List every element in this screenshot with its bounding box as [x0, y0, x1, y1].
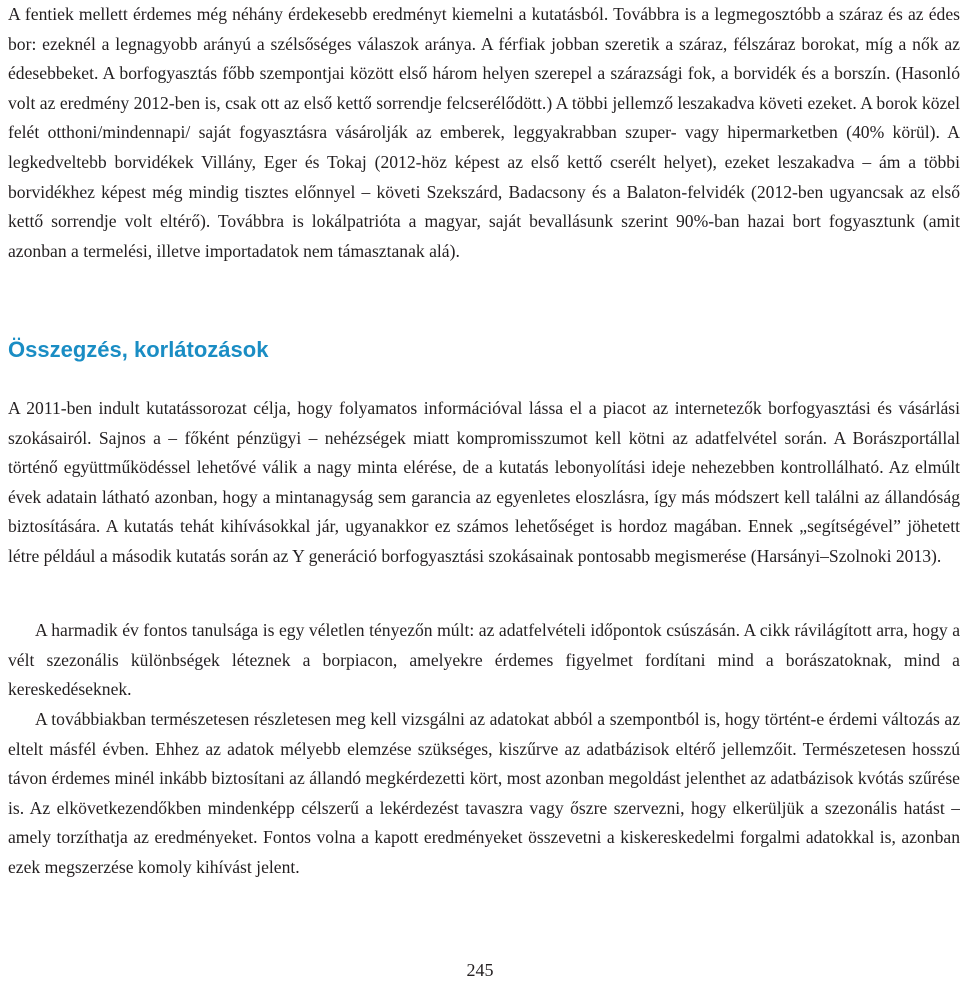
summary-paragraph-1: A 2011-ben indult kutatássorozat célja, hogy folyamatos információval lássa el a piacot az internetezők borfogyasztási és vásárlási szokásairól. Sajnos a – főként pénzügyi – nehézségek miatt kompromisszumot kell kötni az adatfelvétel során. A Borászportállal történő együttműködéssel lehetővé válik a nagy minta elérése, de a kutatás lebonyolítási ideje nehezebben kontrollálható. Az elmúlt évek adatain látható azonban, hogy a mintanagyság sem garancia az egyenletes eloszlásra, így más módszert kell találni az állandóság biztosítására. A kutatás tehát kihívásokkal jár, ugyanakkor ez számos lehetőséget is hordoz magában. Ennek „segítségével” jöhetett létre például a második kutatás során az Y generáció borfogyasztási szokásainak pontosabb megismerése (Harsányi–Szolnoki 2013).	[8, 398, 960, 566]
page-number: 245	[466, 960, 494, 980]
intro-paragraph: A fentiek mellett érdemes még néhány érdekesebb eredményt kiemelni a kutatásból. Továbbra is a legmegosztóbb a száraz és az édes bor: ezeknél a legnagyobb arányú a szélsőséges válaszok aránya. A férfiak jobban szeretik a száraz, félszáraz borokat, míg a nők az édesebbeket. A borfogyasztás főbb szempontjai között első három helyen szerepel a szárazsági fok, a borvidék és a borszín. (Hasonló volt az eredmény 2012-ben is, csak ott az első kettő sorrendje felcserélődött.) A többi jellemző leszakadva követi ezeket. A borok közel felét otthoni/mindennapi/ saját fogyasztásra vásárolják az emberek, leggyakrabban szuper- vagy hipermarketben (40% körül). A legkedveltebb borvidékek Villány, Eger és Tokaj (2012-höz képest az első kettő cserélt helyet), ezeket leszakadva – ám a többi borvidékhez képest még mindig tisztes előnnyel – követi Szekszárd, Badacsony és a Balaton-felvidék (2012-ben ugyancsak az első kettő sorrendje volt eltérő). Továbbra is lokálpatrióta a magyar, saját bevallásunk szerint 90%-ban hazai bort fogyasztunk (amit azonban a termelési, illetve importadatok nem támasztanak alá).	[8, 4, 960, 261]
summary-paragraph-2: A harmadik év fontos tanulsága is egy véletlen tényezőn múlt: az adatfelvételi időpontok csúszásán. A cikk rávilágított arra, hogy a vélt szezonális különbségek léteznek a borpiacon, amelyekre érdemes figyelmet fordítani mind a borászatoknak, mind a kereskedéseknek.	[8, 620, 960, 700]
summary-paragraph-3: A továbbiakban természetesen részletesen meg kell vizsgálni az adatokat abból a szempontból is, hogy történt-e érdemi változás az eltelt másfél évben. Ehhez az adatok mélyebb elemzése szükséges, kiszűrve az adatbázisok eltérő jellemzőit. Természetesen hosszú távon érdemes minél inkább biztosítani az állandó megkérdezetti kört, most azonban megoldást jelenthet az adatbázisok kvótás szűrése is. Az elkövetkezendőkben mindenképp célszerű a lekérdezést tavaszra vagy őszre szervezni, hogy elkerüljük a szezonális hatást – amely torzíthatja az eredményeket. Fontos volna a kapott eredményeket összevetni a kiskereskedelmi forgalmi adatokkal is, azonban ezek megszerzése komoly kihívást jelent.	[8, 709, 960, 877]
section-heading: Összegzés, korlátozások	[8, 337, 269, 362]
